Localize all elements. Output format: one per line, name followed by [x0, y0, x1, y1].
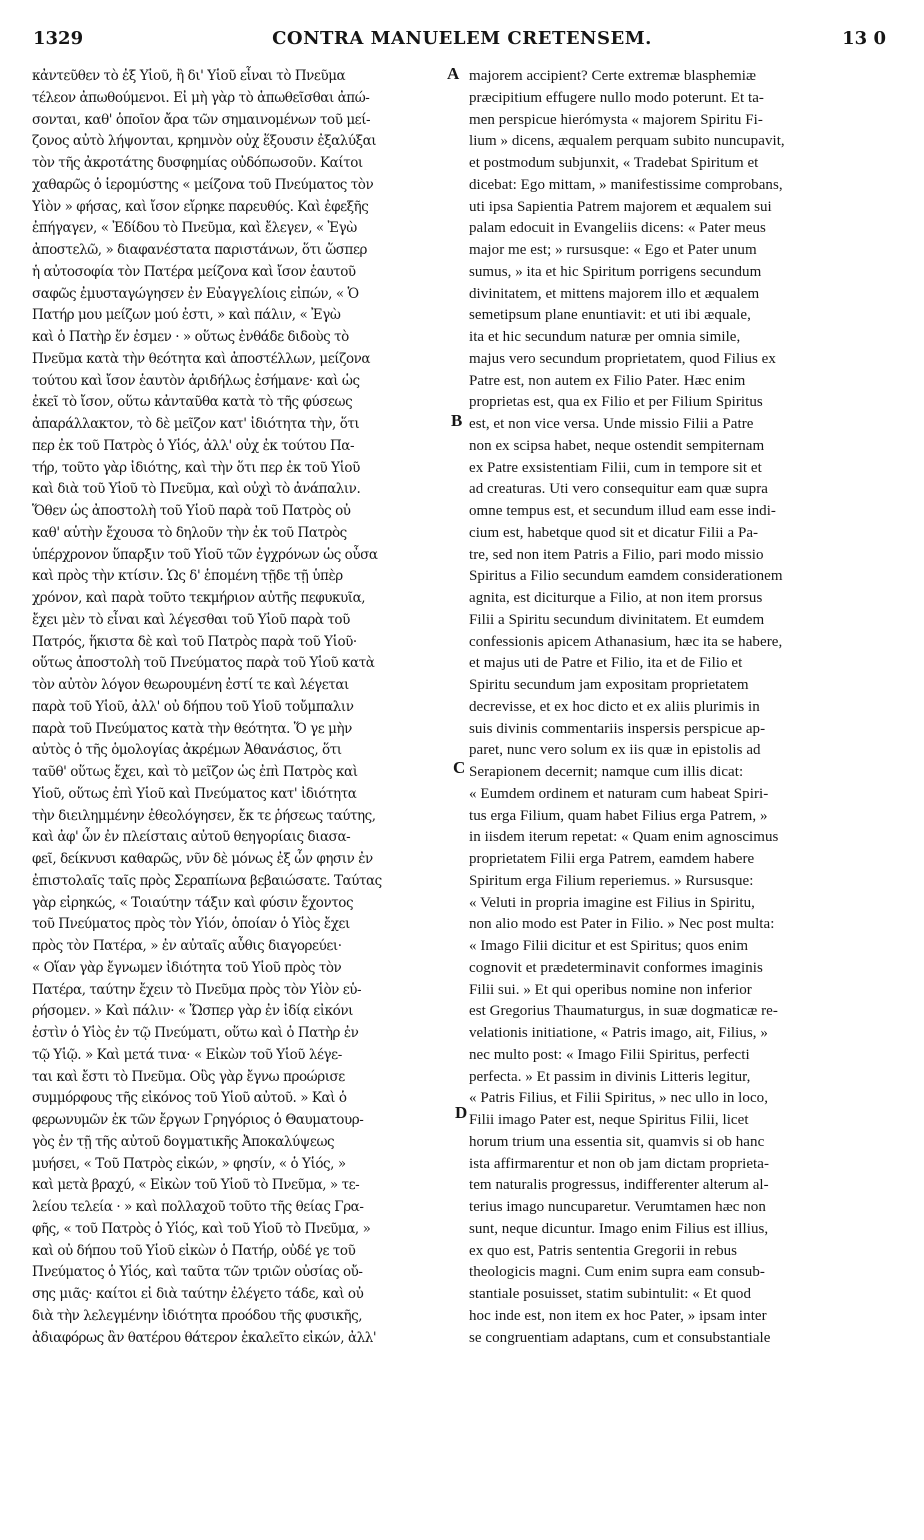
greek-text-line: λείου τελεία · » καὶ πολλαχοῦ τοῦτο τῆς θείας Γρα-	[32, 1199, 364, 1215]
greek-text-line: αὐτὸς ὁ τῆς ὁμολογίας ἀκρέμων Ἀθανάσιος, ὅτι	[32, 742, 342, 759]
latin-text-line: « Patris Filius, et Filii Spiritus, » nec ullo in loco,	[469, 1090, 769, 1107]
greek-text-line: τῷ Υἱῷ. » Καὶ μετά τινα· « Εἰκὼν τοῦ Υἱοῦ λέγε-	[32, 1046, 342, 1063]
latin-text-line: suis divinis commentariis inspersis perspicue ap-	[469, 720, 766, 737]
latin-text-line: majorem accipient? Certe extremæ blasphemiæ	[469, 68, 757, 84]
greek-text-line: καὶ διὰ τοῦ Υἱοῦ τὸ Πνεῦμα, καὶ οὐχὶ τὸ ἀνάπαλιν.	[32, 481, 361, 498]
greek-text-line: Υἱοῦ, οὕτως ἐπὶ Υἱοῦ καὶ Πνεύματος κατ' ἰδιότητα	[32, 785, 357, 802]
greek-text-line: τὸν τῆς ἀκροτάτης δυσφημίας οὐδόπωσοῦν. Καίτοι	[32, 155, 363, 171]
latin-text-line: perfecta. » Et passim in divinis Litteris legitur,	[469, 1068, 751, 1085]
greek-text-line: ται καὶ ἔστι τὸ Πνεῦμα. Οὓς γὰρ ἔγνω προώρισε	[32, 1068, 345, 1085]
greek-text-line: καὶ ἀφ' ὧν ἐν πλείσταις αὐτοῦ θεηγορίαις διασα-	[32, 829, 351, 846]
latin-text-line: tre, sed non item Patris a Filio, pari modo missio	[469, 546, 764, 563]
latin-text-line: semetipsum plane enuntiavit: et uti ibi æquale,	[469, 307, 751, 324]
greek-text-line: ταῦθ' οὕτως ἔχει, καὶ τὸ μεῖζον ὡς ἐπὶ Πατρὸς καὶ	[32, 764, 358, 780]
latin-text-line: paret, nunc vero solum ex iis quæ in epistolis ad	[469, 742, 761, 759]
greek-text-column	[32, 66, 463, 1349]
latin-text-line: sunt, neque dicuntur. Imago enim Filius est illius,	[469, 1220, 769, 1237]
greek-text-line: ἡ αὐτοσοφία τὸν Πατέρα μείζονα καὶ ἴσον ἑαυτοῦ	[32, 263, 356, 280]
latin-text-line: se congruentiam adaptans, cum et consubstantiale	[469, 1329, 771, 1346]
latin-text-line: uti ipsa Sapientia Patrem majorem et æqualem sui	[469, 198, 772, 215]
greek-text-line: Πνεύματος ὁ Υἱός, καὶ ταῦτα τῶν τριῶν οὐσίας οὔ-	[32, 1264, 363, 1281]
latin-text-line: majus vero secundum proprietatem, quod Filius ex	[469, 350, 776, 367]
greek-text-line: ἐπήγαγεν, « Ἐδίδου τὸ Πνεῦμα, καὶ ἔλεγεν, « Ἐγὼ	[32, 220, 357, 237]
latin-text-line: Filii imago Pater est, neque Spiritus Filii, licet	[469, 1112, 749, 1128]
greek-text-line: διὰ τὴν λελεγμένην ἰδιότητα προόδου τῆς φυσικῆς,	[32, 1307, 363, 1324]
margin-marker-d: D	[455, 1103, 468, 1122]
latin-text-line: Spiritum erga Filium reperiemus. » Rursusque:	[469, 872, 754, 889]
greek-text-line: ἐπιστολαῖς ταῖς πρὸς Σεραπίωνα βεβαιώσατε. Ταύτας	[32, 872, 382, 889]
latin-text-line: ex Patre exsistentiam Filii, cum in tempore sit et	[469, 459, 762, 476]
latin-text-line: tus erga Filium, quam habet Filius erga Patrem, »	[469, 807, 768, 824]
greek-text-line: Πνεῦμα κατὰ τὴν θεότητα καὶ ἀποστέλλων, μείζονα	[32, 350, 371, 367]
latin-text-line: « Veluti in propria imagine est Filius in Spiritu,	[469, 894, 755, 911]
greek-text-line: τὸν αὐτὸν λόγον θεωρουμένη ἐστί τε καὶ λέγεται	[32, 677, 349, 693]
latin-text-line: cium est, habetque quod sit et dicatur Filii a Pa-	[469, 524, 759, 541]
greek-text-line: ὑπέρχρονον ὕπαρξιν τοῦ Υἱοῦ τῶν ἐγχρόνων ὡς οὖσα	[32, 546, 378, 563]
latin-text-line: omne tempus est, et secundum illud eam esse indi-	[469, 503, 776, 519]
margin-marker-c: C	[453, 758, 466, 777]
latin-text-line: horum trium una essentia sit, quamvis si ob hanc	[469, 1133, 765, 1150]
latin-text-line: velationis initiatione, « Patris imago, ait, Filius, »	[469, 1025, 768, 1041]
greek-text-line: φερωνυμῶν ἐκ τῶν ἔργων Γρηγόριος ὁ Θαυματουρ-	[32, 1112, 364, 1128]
running-title: CONTRA MANUELEM CRETENSEM.	[272, 28, 652, 49]
greek-text-line: χρόνον, καὶ παρὰ τοῦτο τεκμήριον αὐτῆς πεφυκυῖα,	[32, 590, 366, 606]
latin-text-line: non ex scipsa habet, neque ostendit sempiternam	[469, 437, 765, 454]
greek-text-line: τήρ, τοῦτο γὰρ ἰδιότης, καὶ τὴν ὅτι περ ἐκ τοῦ Υἱοῦ	[32, 459, 360, 476]
greek-text-line: τὴν διειλημμένην ἐθεολόγησεν, ἔκ τε ῥήσεως ταύτης,	[32, 807, 376, 824]
latin-text-line: est Gregorius Thaumaturgus, in suæ dogmaticæ re-	[469, 1003, 778, 1020]
greek-text-line: ἀδιαφόρως ἂν θατέρου θάτερον ἐκαλεῖτο εἰκών, ἀλλ'	[32, 1329, 377, 1346]
latin-text-line: stantiale posuisset, statim subintulit: « Et quod	[469, 1286, 752, 1302]
greek-text-line: ἀποστελῶ, » διαφανέστατα παριστάνων, ὅτι ὥσπερ	[32, 242, 368, 258]
latin-text-line: in iisdem iterum repetat: « Quam enim agnoscimus	[469, 829, 779, 846]
greek-text-line: Υἱὸν » φήσας, καὶ ἴσον εἴρηκε παρευθύς. Καὶ ἐφεξῆς	[32, 198, 369, 215]
page-number-left: 1329	[33, 28, 84, 49]
latin-text-line: et majus uti de Patre et Filio, ita et de Filio et	[469, 655, 743, 672]
greek-text-line: καὶ πρὸς τὴν κτίσιν. Ὡς δ' ἑπομένη τῇδε τῇ ὑπὲρ	[32, 568, 343, 585]
page-header	[0, 0, 924, 49]
greek-text-line: γὰρ εἰρηκώς, « Τοιαύτην τάξιν καὶ φύσιν ἔχοντος	[32, 894, 354, 911]
latin-text-line: « Eumdem ordinem et naturam cum habeat Spiri-	[469, 785, 769, 802]
latin-text-line: theologicis magni. Cum enim supra eam consub-	[469, 1264, 765, 1281]
latin-text-line: cognovit et prædeterminavit conformes imaginis	[469, 959, 763, 976]
greek-text-line: σαφῶς ἐμυσταγώγησεν ἐν Εὐαγγελίοις εἰπών, « Ὁ	[32, 285, 359, 302]
latin-text-line: tem naturalis progressus, indifferenter alterum al-	[469, 1177, 769, 1194]
latin-text-line: lium » dicens, æqualem perquam subito nuncupavit,	[469, 133, 785, 150]
latin-text-line: præcipitium effugere nullo modo poterunt. Et ta-	[469, 89, 764, 106]
latin-text-line: men perspicue hierómysta « majorem Spiritu Fi-	[469, 111, 763, 128]
greek-text-line: ἔχει μὲν τὸ εἶναι καὶ λέγεσθαι τοῦ Υἱοῦ παρὰ τοῦ	[32, 611, 350, 628]
greek-text-line: τοῦ Πνεύματος πρὸς τὸν Υἱόν, ὁποίαν ὁ Υἱὸς ἔχει	[32, 916, 350, 933]
greek-text-line: Πατήρ μου μείζων μού ἐστι, » καὶ πάλιν, « Ἐγὼ	[32, 307, 341, 324]
latin-text-line: « Imago Filii dicitur et est Spiritus; quos enim	[469, 938, 749, 954]
greek-text-line: σονται, καθ' ὁποῖον ἄρα τῶν σημαινομένων τοῦ μεί-	[32, 111, 371, 128]
latin-text-column	[469, 66, 889, 1349]
latin-text-line: decrevisse, et ex hoc dicto et ex aliis plurimis in	[469, 698, 760, 715]
latin-text-line: Serapionem decernit; namque cum illis dicat:	[469, 764, 744, 780]
greek-text-line: τέλεον ἀπωθούμενοι. Εἰ μὴ γὰρ τὸ ἀπωθεῖσθαι ἀπώ-	[32, 89, 370, 106]
latin-text-line: confessionis apicem Athanasium, hæc ita se habere,	[469, 633, 783, 650]
greek-text-line: Ὅθεν ὡς ἀποστολὴ τοῦ Υἱοῦ παρὰ τοῦ Πατρὸς οὐ	[32, 503, 351, 519]
latin-text-line: palam edocuit in Evangeliis dicens: « Pater meus	[469, 220, 766, 237]
greek-text-line: πρὸς τὸν Πατέρα, » ἐν αὐταῖς αὖθις διαγορεύει·	[32, 938, 342, 954]
latin-text-line: Filii sui. » Et qui operibus nomine non inferior	[469, 981, 752, 998]
latin-text-line: ita et hic secundum naturæ per omnia simile,	[469, 329, 741, 345]
greek-text-line: συμμόρφους τῆς εἰκόνος τοῦ Υἱοῦ αὐτοῦ. » Καὶ ὁ	[32, 1090, 347, 1107]
latin-text-line: Spiritus a Filio secundum eamdem considerationem	[469, 568, 783, 585]
latin-text-line: ad creaturas. Uti vero consequitur eam quæ supra	[469, 481, 768, 498]
greek-text-line: ἀπαράλλακτον, τὸ δὲ μεῖζον κατ' ἰδιότητα τὴν, ὅτι	[32, 416, 360, 432]
greek-text-line: ζονος αὐτὸ λήψονται, κρημνὸν οὐχ ἕξουσιν ἐξαλύξαι	[32, 133, 377, 150]
greek-text-line: τούτου καὶ ἴσον ἑαυτὸν ἀριδήλως ἐσήμανε· καὶ ὡς	[32, 372, 360, 389]
margin-marker-b: B	[451, 411, 463, 430]
latin-text-line: ex quo est, Patris sententia Gregorii in rebus	[469, 1242, 738, 1259]
greek-text-line: γὸς ἐν τῇ τῆς αὐτοῦ δογματικῆς Ἀποκαλύψεως	[32, 1133, 335, 1150]
greek-text-line: φῆς, « τοῦ Πατρὸς ὁ Υἱός, καὶ τοῦ Υἱοῦ τὸ Πνεῦμα, »	[32, 1220, 371, 1237]
latin-text-line: non alio modo est Pater in Filio. » Nec post multa:	[469, 916, 775, 933]
latin-text-line: dicebat: Ego mittam, » manifestissime comprobans,	[469, 176, 783, 193]
latin-text-line: nec multo post: « Imago Filii Spiritus, perfecti	[469, 1046, 750, 1063]
greek-text-line: μυήσει, « Τοῦ Πατρὸς εἰκών, » φησίν, « ὁ Υἱός, »	[32, 1155, 346, 1172]
latin-text-line: Filii a Spiritu secundum divinitatem. Et eumdem	[469, 611, 765, 628]
latin-text-line: divinitatem, et mittens majorem illo et æqualem	[469, 285, 760, 302]
greek-text-line: καὶ ὁ Πατὴρ ἕν ἐσμεν · » οὕτως ἐνθάδε διδοὺς τὸ	[32, 329, 349, 345]
latin-text-line: sumus, » ita et hic Spiritum porrigens secundum	[469, 263, 762, 280]
latin-text-line: hoc inde est, non item ex hoc Pater, » ipsam inter	[469, 1307, 767, 1324]
page-number-right: 13 0	[842, 28, 886, 49]
greek-text-line: φεῖ, δείκνυσι καθαρῶς, νῦν δὲ μόνως ἐξ ὧν φησιν ἐν	[32, 851, 373, 867]
latin-text-line: agnita, est diciturque a Filio, at non item prorsus	[469, 590, 763, 606]
greek-text-line: « Οἵαν γὰρ ἔγνωμεν ἰδιότητα τοῦ Υἱοῦ πρὸς τὸν	[32, 959, 342, 976]
latin-text-line: ista affirmarentur et non ob jam dictam proprieta-	[469, 1155, 770, 1172]
greek-text-line: καὶ μετὰ βραχύ, « Εἰκὼν τοῦ Υἱοῦ τὸ Πνεῦμα, » τε-	[32, 1177, 360, 1194]
latin-text-line: Spiritu secundum jam expositam proprietatem	[469, 677, 749, 693]
greek-text-line: οὕτως ἀποστολὴ τοῦ Πνεύματος παρὰ τοῦ Υἱοῦ κατὰ	[32, 655, 375, 672]
latin-text-line: major me est; » rursusque: « Ego et Pater unum	[469, 242, 757, 258]
greek-text-line: κἀντεῦθεν τὸ ἐξ Υἱοῦ, ἢ δι' Υἱοῦ εἶναι τὸ Πνεῦμα	[32, 68, 346, 84]
greek-text-line: περ ἐκ τοῦ Πατρὸς ὁ Υἱός, ἀλλ' οὐχ ἐκ τούτου Πα-	[32, 437, 355, 454]
latin-text-line: terius imago nuncuparetur. Verumtamen hæc non	[469, 1199, 766, 1215]
greek-text-line: σης μιᾶς· καίτοι εἰ διὰ ταύτην ἐλέγετο τάδε, καὶ οὐ	[32, 1286, 364, 1302]
latin-text-line: et postmodum subjunxit, « Tradebat Spiritum et	[469, 155, 759, 171]
greek-text-line: παρὰ τοῦ Υἱοῦ, ἀλλ' οὐ δήπου τοῦ Υἱοῦ τοὔμπαλιν	[32, 698, 354, 715]
greek-text-line: καὶ οὐ δήπου τοῦ Υἱοῦ εἰκὼν ὁ Πατήρ, οὐδέ γε τοῦ	[32, 1242, 356, 1259]
latin-text-line: proprietas est, qua ex Filio et per Filium Spiritus	[469, 394, 763, 411]
greek-text-line: παρὰ τοῦ Πνεύματος κατὰ τὴν θεότητα. Ὅ γε μὴν	[32, 720, 352, 737]
greek-text-line: ρήσομεν. » Καὶ πάλιν· « Ὥσπερ γὰρ ἐν ἰδίᾳ εἰκόνι	[32, 1003, 353, 1020]
greek-text-line: χαθαρῶς ὁ ἱερομύστης « μείζονα τοῦ Πνεύματος τὸν	[32, 176, 374, 193]
latin-text-line: proprietatem Filii erga Patrem, eamdem habere	[469, 851, 755, 867]
latin-text-line: Patre est, non autem ex Filio Pater. Hæc enim	[469, 372, 746, 389]
margin-marker-a: A	[447, 64, 460, 83]
greek-text-line: Πατέρα, ταύτην ἔχειν τὸ Πνεῦμα πρὸς τὸν Υἱὸν εὑ-	[32, 981, 362, 998]
greek-text-line: ἐστὶν ὁ Υἱὸς ἐν τῷ Πνεύματι, οὕτω καὶ ὁ Πατὴρ ἐν	[32, 1025, 359, 1041]
greek-text-line: καθ' αὑτὴν ἔχουσα τὸ δηλοῦν τὴν ἐκ τοῦ Πατρὸς	[32, 524, 347, 541]
latin-text-line: est, et non vice versa. Unde missio Filii a Patre	[469, 416, 754, 432]
greek-text-line: ἐκεῖ τὸ ἴσον, οὕτω κἀνταῦθα κατὰ τὸ τῆς φύσεως	[32, 394, 353, 411]
greek-text-line: Πατρός, ἥκιστα δὲ καὶ τοῦ Πατρὸς παρὰ τοῦ Υἱοῦ·	[32, 633, 357, 650]
